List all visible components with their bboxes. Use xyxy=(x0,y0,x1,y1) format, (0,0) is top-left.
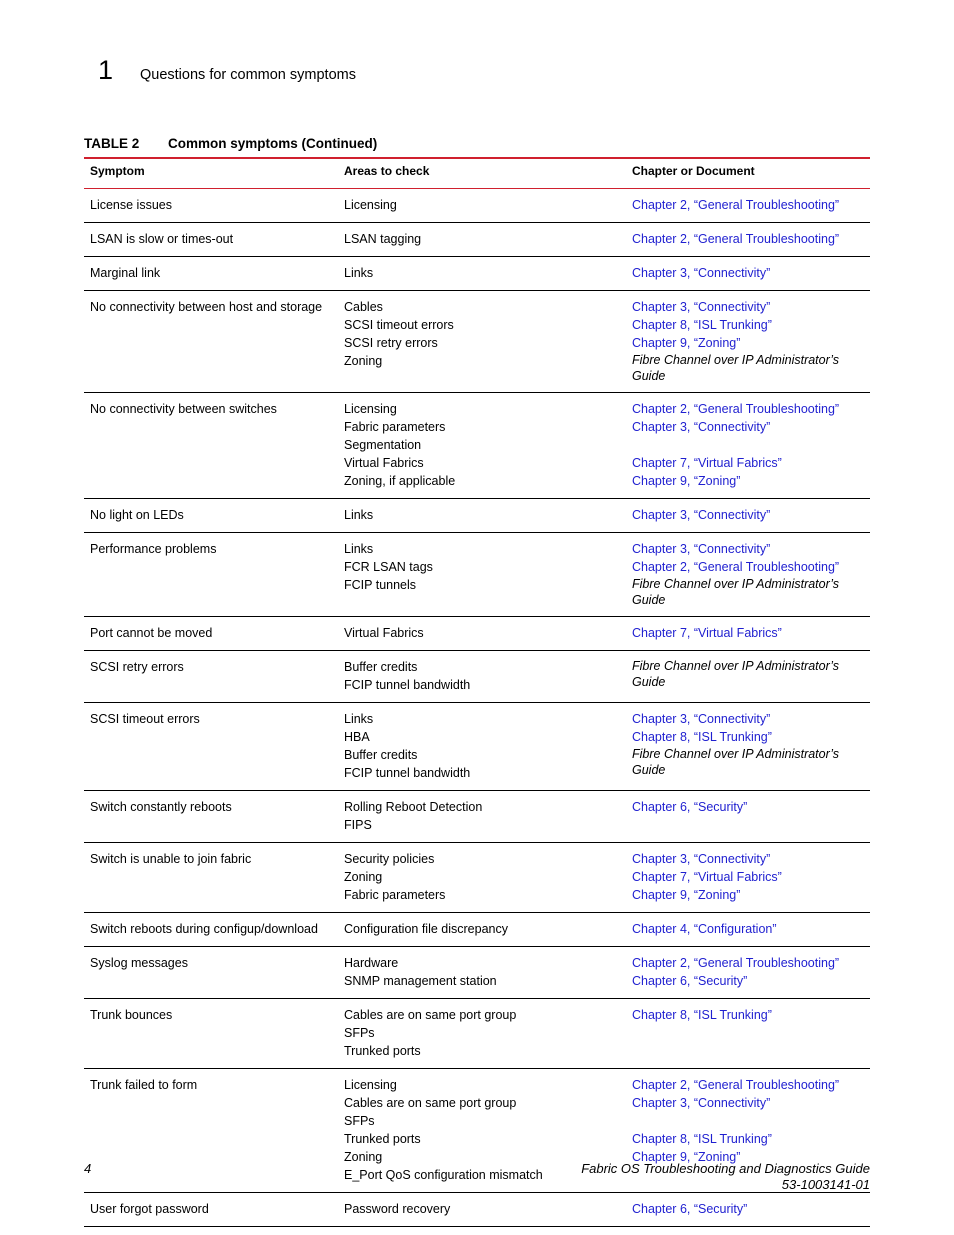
areas-cell xyxy=(338,920,626,938)
table-header-row xyxy=(84,159,870,189)
chapter-link[interactable]: Chapter 3, “Connectivity” xyxy=(632,300,771,314)
area-item: Cables are on same port group xyxy=(344,1096,517,1110)
reference-cell xyxy=(626,624,870,642)
page-number: 4 xyxy=(84,1161,92,1176)
table-row xyxy=(84,617,870,651)
area-item: Rolling Reboot Detection xyxy=(344,800,483,814)
chapter-link[interactable]: Chapter 9, “Zoning” xyxy=(632,888,741,902)
chapter-link[interactable]: Chapter 7, “Virtual Fabrics” xyxy=(632,626,782,640)
chapter-link[interactable]: Chapter 8, “ISL Trunking” xyxy=(632,1132,772,1146)
footer-doc-info xyxy=(581,1161,870,1193)
area-item: Licensing xyxy=(344,198,397,212)
areas-cell xyxy=(338,1006,626,1060)
chapter-link[interactable]: Chapter 4, “Configuration” xyxy=(632,922,777,936)
table-row xyxy=(84,223,870,257)
areas-cell xyxy=(338,798,626,834)
reference-cell xyxy=(626,798,870,834)
symptom-cell: Port cannot be moved xyxy=(90,626,213,640)
table-row xyxy=(84,1193,870,1227)
table-row xyxy=(84,947,870,999)
areas-cell xyxy=(338,658,626,694)
area-item: SNMP management station xyxy=(344,974,497,988)
area-item: Configuration file discrepancy xyxy=(344,922,508,936)
reference-cell xyxy=(626,400,870,490)
table-label: TABLE 2 xyxy=(84,136,140,151)
chapter-number: 1 xyxy=(98,55,114,85)
chapter-link[interactable]: Chapter 3, “Connectivity” xyxy=(632,712,771,726)
area-item: Segmentation xyxy=(344,438,422,452)
table-row xyxy=(84,843,870,913)
areas-cell xyxy=(338,710,626,782)
area-item: Virtual Fabrics xyxy=(344,456,424,470)
area-item: Buffer credits xyxy=(344,660,418,674)
areas-cell xyxy=(338,506,626,524)
chapter-link[interactable]: Chapter 9, “Zoning” xyxy=(632,1150,741,1164)
areas-cell xyxy=(338,954,626,990)
chapter-link xyxy=(632,436,864,454)
table-row xyxy=(84,791,870,843)
areas-cell xyxy=(338,196,626,214)
areas-cell xyxy=(338,850,626,904)
symptom-cell: No connectivity between host and storage xyxy=(90,300,323,314)
reference-cell xyxy=(626,850,870,904)
area-item: Zoning xyxy=(344,1150,383,1164)
chapter-link[interactable]: Chapter 3, “Connectivity” xyxy=(632,1096,771,1110)
area-item: Links xyxy=(344,542,374,556)
table-row xyxy=(84,257,870,291)
chapter-link xyxy=(632,1112,864,1130)
area-item: Trunked ports xyxy=(344,1044,421,1058)
chapter-link[interactable]: Chapter 3, “Connectivity” xyxy=(632,542,771,556)
chapter-link[interactable]: Chapter 6, “Security” xyxy=(632,800,748,814)
reference-cell xyxy=(626,196,870,214)
areas-cell xyxy=(338,298,626,384)
document-reference: Fibre Channel over IP Administrator’s Guide xyxy=(632,353,840,383)
reference-cell xyxy=(626,954,870,990)
area-item: SFPs xyxy=(344,1026,375,1040)
chapter-link[interactable]: Chapter 3, “Connectivity” xyxy=(632,508,771,522)
reference-cell xyxy=(626,264,870,282)
symptom-cell: Trunk bounces xyxy=(90,1008,173,1022)
area-item: Cables xyxy=(344,300,383,314)
reference-cell xyxy=(626,506,870,524)
chapter-link[interactable]: Chapter 8, “ISL Trunking” xyxy=(632,730,772,744)
area-item: Buffer credits xyxy=(344,748,418,762)
chapter-link[interactable]: Chapter 2, “General Troubleshooting” xyxy=(632,560,840,574)
symptom-cell: Marginal link xyxy=(90,266,161,280)
chapter-link[interactable]: Chapter 7, “Virtual Fabrics” xyxy=(632,870,782,884)
area-item: Virtual Fabrics xyxy=(344,626,424,640)
table-row xyxy=(84,499,870,533)
table-row xyxy=(84,533,870,617)
symptom-cell: SCSI retry errors xyxy=(90,660,184,674)
areas-cell xyxy=(338,230,626,248)
area-item: Zoning xyxy=(344,870,383,884)
chapter-link[interactable]: Chapter 8, “ISL Trunking” xyxy=(632,318,772,332)
area-item: SFPs xyxy=(344,1114,375,1128)
area-item: Links xyxy=(344,266,374,280)
area-item: E_Port QoS configuration mismatch xyxy=(344,1168,543,1182)
column-header-areas: Areas to check xyxy=(344,164,430,178)
footer-doc-number: 53-1003141-01 xyxy=(781,1177,870,1192)
reference-cell xyxy=(626,920,870,938)
area-item: Password recovery xyxy=(344,1202,451,1216)
table-row xyxy=(84,913,870,947)
table-row xyxy=(84,999,870,1069)
chapter-link[interactable]: Chapter 6, “Security” xyxy=(632,974,748,988)
area-item: FIPS xyxy=(344,818,372,832)
area-item: FCIP tunnel bandwidth xyxy=(344,766,471,780)
document-reference: Fibre Channel over IP Administrator’s Guide xyxy=(632,577,840,607)
document-reference: Fibre Channel over IP Administrator’s Guide xyxy=(632,747,840,777)
symptom-cell: Performance problems xyxy=(90,542,217,556)
chapter-link[interactable]: Chapter 9, “Zoning” xyxy=(632,336,741,350)
chapter-link[interactable]: Chapter 2, “General Troubleshooting” xyxy=(632,1078,840,1092)
areas-cell xyxy=(338,540,626,608)
chapter-link[interactable]: Chapter 7, “Virtual Fabrics” xyxy=(632,456,782,470)
table-row xyxy=(84,291,870,393)
symptom-cell: Switch reboots during configup/download xyxy=(90,922,318,936)
document-reference: Fibre Channel over IP Administrator’s Guide xyxy=(632,659,840,689)
table-row xyxy=(84,189,870,223)
column-header-symptom: Symptom xyxy=(90,164,145,178)
area-item: Cables are on same port group xyxy=(344,1008,517,1022)
reference-cell xyxy=(626,1006,870,1060)
table-title: Common symptoms (Continued) xyxy=(168,136,378,151)
chapter-link[interactable]: Chapter 2, “General Troubleshooting” xyxy=(632,232,840,246)
symptom-cell: User forgot password xyxy=(90,1202,209,1216)
area-item: Links xyxy=(344,508,374,522)
area-item: SCSI retry errors xyxy=(344,336,438,350)
table-row xyxy=(84,651,870,703)
symptom-cell: LSAN is slow or times-out xyxy=(90,232,234,246)
column-header-chapter: Chapter or Document xyxy=(632,164,755,178)
areas-cell xyxy=(338,1200,626,1218)
area-item: Licensing xyxy=(344,1078,397,1092)
table-row xyxy=(84,393,870,499)
chapter-link[interactable]: Chapter 8, “ISL Trunking” xyxy=(632,1008,772,1022)
areas-cell xyxy=(338,624,626,642)
area-item: Licensing xyxy=(344,402,397,416)
area-item: FCR LSAN tags xyxy=(344,560,433,574)
reference-cell xyxy=(626,658,870,694)
area-item: Hardware xyxy=(344,956,399,970)
areas-cell xyxy=(338,264,626,282)
footer-doc-title: Fabric OS Troubleshooting and Diagnostics Guide xyxy=(581,1161,870,1176)
reference-cell xyxy=(626,540,870,608)
symptom-cell: No connectivity between switches xyxy=(90,402,277,416)
area-item: LSAN tagging xyxy=(344,232,422,246)
table-body xyxy=(84,189,870,1227)
area-item: FCIP tunnels xyxy=(344,578,417,592)
symptom-cell: No light on LEDs xyxy=(90,508,184,522)
symptom-cell: Switch is unable to join fabric xyxy=(90,852,252,866)
area-item: Trunked ports xyxy=(344,1132,421,1146)
area-item: Links xyxy=(344,712,374,726)
chapter-link[interactable]: Chapter 3, “Connectivity” xyxy=(632,852,771,866)
chapter-link[interactable]: Chapter 2, “General Troubleshooting” xyxy=(632,956,840,970)
area-item: HBA xyxy=(344,730,370,744)
symptoms-table xyxy=(84,157,870,1227)
symptom-cell: Trunk failed to form xyxy=(90,1078,198,1092)
symptom-cell: SCSI timeout errors xyxy=(90,712,200,726)
symptom-cell: Switch constantly reboots xyxy=(90,800,232,814)
chapter-link[interactable]: Chapter 9, “Zoning” xyxy=(632,474,741,488)
symptom-cell: Syslog messages xyxy=(90,956,188,970)
area-item: Fabric parameters xyxy=(344,888,446,902)
chapter-link[interactable]: Chapter 3, “Connectivity” xyxy=(632,420,771,434)
reference-cell xyxy=(626,298,870,384)
area-item: Security policies xyxy=(344,852,435,866)
area-item: Fabric parameters xyxy=(344,420,446,434)
areas-cell xyxy=(338,400,626,490)
chapter-link[interactable]: Chapter 2, “General Troubleshooting” xyxy=(632,402,840,416)
area-item: SCSI timeout errors xyxy=(344,318,454,332)
chapter-link[interactable]: Chapter 2, “General Troubleshooting” xyxy=(632,198,840,212)
chapter-link[interactable]: Chapter 6, “Security” xyxy=(632,1202,748,1216)
area-item: Zoning xyxy=(344,354,383,368)
reference-cell xyxy=(626,230,870,248)
table-caption xyxy=(84,136,377,152)
reference-cell xyxy=(626,710,870,782)
section-title: Questions for common symptoms xyxy=(140,67,356,83)
area-item: FCIP tunnel bandwidth xyxy=(344,678,471,692)
symptom-cell: License issues xyxy=(90,198,172,212)
reference-cell xyxy=(626,1200,870,1218)
table-row xyxy=(84,703,870,791)
area-item: Zoning, if applicable xyxy=(344,474,456,488)
chapter-link[interactable]: Chapter 3, “Connectivity” xyxy=(632,266,771,280)
